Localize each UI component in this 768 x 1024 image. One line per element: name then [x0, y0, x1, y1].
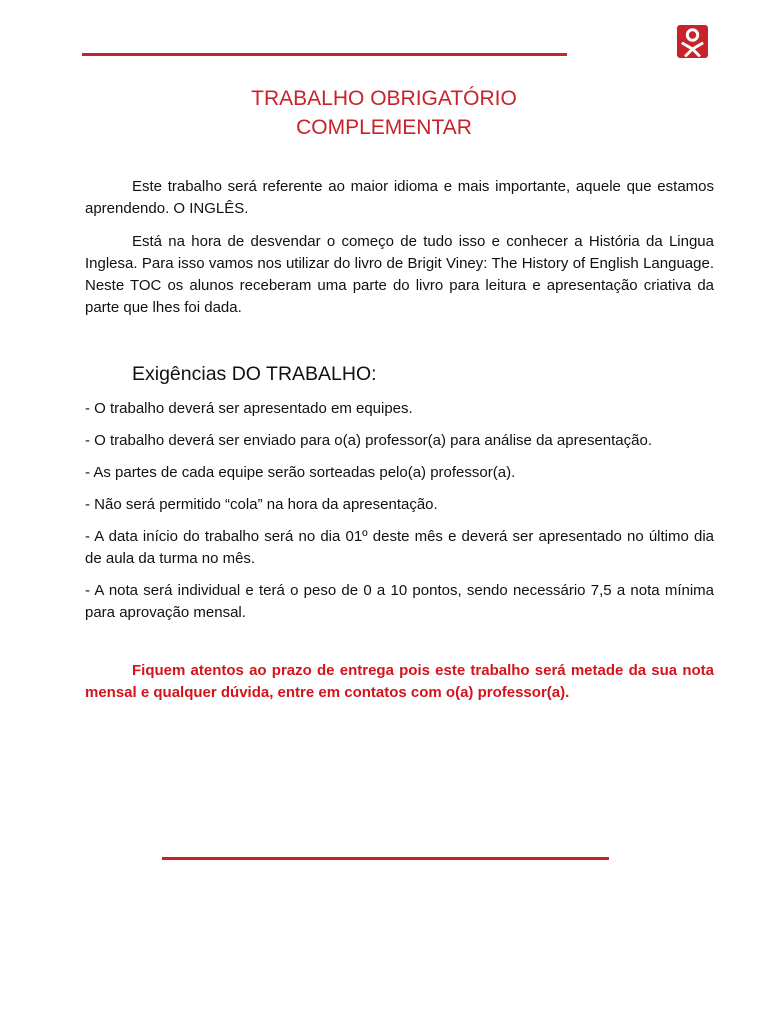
requirement-item: - A data início do trabalho será no dia 01º deste mês e deverá ser apresentado no último dia de aula da turma no mês. — [85, 528, 714, 567]
document-title — [0, 84, 768, 142]
requirement-item: - O trabalho deverá ser apresentado em equipes. — [85, 400, 413, 417]
bottom-divider — [162, 857, 609, 860]
requirement-item: - A nota será individual e terá o peso de 0 a 10 pontos, sendo necessário 7,5 a nota mínima para aprovação mensal. — [85, 582, 714, 621]
title-line-2: COMPLEMENTAR — [296, 116, 472, 139]
requirement-item: - O trabalho deverá ser enviado para o(a) professor(a) para análise da apresentação. — [85, 432, 652, 449]
intro-paragraph-1: Este trabalho será referente ao maior idioma e mais importante, aquele que estamos aprendendo. O INGLÊS. — [85, 178, 714, 217]
requirement-item: - Não será permitido “cola” na hora da apresentação. — [85, 496, 438, 513]
document-share-logo-icon[interactable] — [677, 25, 708, 58]
requirements-list — [85, 398, 714, 634]
requirement-item: - As partes de cada equipe serão sorteadas pelo(a) professor(a). — [85, 464, 516, 481]
intro-paragraph-2: Está na hora de desvendar o começo de tudo isso e conhecer a História da Lingua Inglesa. Para isso vamos nos utilizar do livro de Brigit Viney: The History of English Language. Neste TOC os alunos receberam uma parte do livro para leitura e apresentação criativa da parte que lhes foi dada. — [85, 233, 714, 316]
requirements-heading: Exigências DO TRABALHO: — [132, 363, 377, 385]
top-divider — [82, 53, 567, 56]
deadline-warning: Fiquem atentos ao prazo de entrega pois este trabalho será metade da sua nota mensal e qualquer dúvida, entre em contatos com o(a) professor(a). — [85, 662, 714, 701]
title-line-1: TRABALHO OBRIGATÓRIO — [251, 87, 517, 110]
